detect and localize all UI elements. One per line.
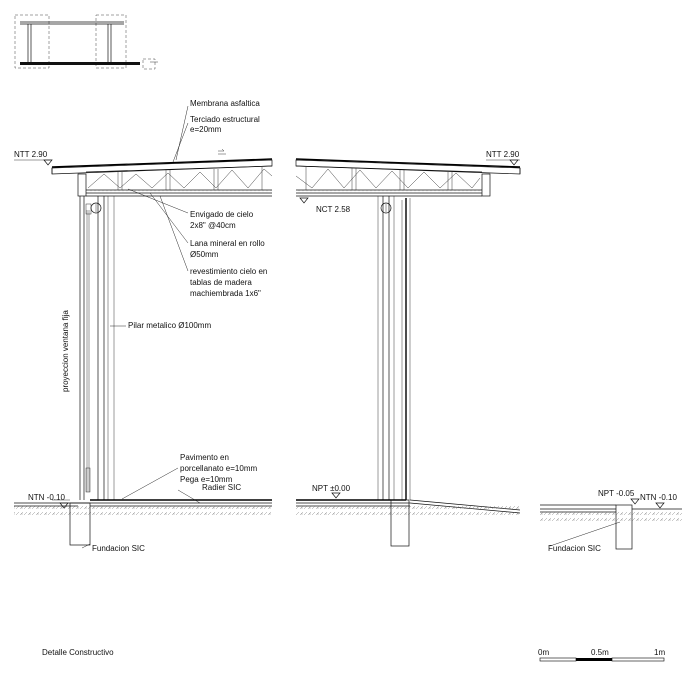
label-membrane: Membrana asfaltica (190, 99, 260, 108)
key-plan-crop-small (143, 59, 155, 69)
label-insulation-2: Ø50mm (190, 250, 219, 259)
label-joists-2: 2x8" @40cm (190, 221, 236, 230)
label-insulation-1: Lana mineral en rollo (190, 239, 265, 248)
level-triangle-icon (332, 493, 340, 498)
scale-bar (538, 648, 665, 661)
level-ntt-right: NTT 2.90 (486, 150, 520, 159)
level-ntn-right: NTN -0.10 (640, 493, 677, 502)
label-ceiling-1: revestimiento cielo en (190, 267, 268, 276)
slope-arrow-icon (218, 149, 226, 154)
right-section (540, 505, 682, 549)
foundation-footing-right (616, 505, 632, 549)
label-joists-1: Envigado de cielo (190, 210, 254, 219)
label-pavement-1: Pavimento en (180, 453, 229, 462)
label-foundation-right: Fundacion SIC (548, 544, 601, 553)
label-radier: Radier SIC (202, 483, 242, 492)
level-triangle-icon (656, 503, 664, 508)
level-ntt-left: NTT 2.90 (14, 150, 48, 159)
level-npt-main: NPT ±0.00 (312, 484, 351, 493)
level-nct: NCT 2.58 (316, 205, 351, 214)
label-pavement-3: Pega e=10mm (180, 475, 233, 484)
scale-label-start: 0m (538, 648, 550, 657)
level-ntn-left: NTN -0.10 (28, 493, 65, 502)
label-ceiling-2: tablas de madera (190, 278, 252, 287)
label-plywood-2: e=20mm (190, 125, 222, 134)
level-triangle-icon (300, 198, 308, 203)
level-npt-right: NPT -0.05 (598, 489, 635, 498)
label-pavement-2: porcellanato e=10mm (180, 464, 258, 473)
label-plywood-1: Terciado estructural (190, 115, 260, 124)
label-pillar: Pilar metalico Ø100mm (128, 321, 212, 330)
scale-label-end: 1m (654, 648, 666, 657)
asphalt-membrane-left (52, 159, 272, 167)
labels (14, 99, 677, 657)
level-triangle-icon (44, 160, 52, 165)
truss-webbing-left (88, 167, 272, 190)
level-triangle-icon (631, 499, 639, 504)
drawing-title: Detalle Constructivo (42, 648, 114, 657)
level-markers (14, 149, 664, 508)
label-ceiling-3: machiembrada 1x6" (190, 289, 261, 298)
label-foundation-left: Fundacion SIC (92, 544, 145, 553)
scale-label-mid: 0.5m (591, 648, 609, 657)
truss-webbing-right (296, 167, 480, 190)
label-window-projection: proyeccion ventana fija (61, 310, 70, 392)
key-plan-crop-left (15, 15, 49, 68)
key-plan (15, 15, 158, 69)
level-triangle-icon (510, 160, 518, 165)
